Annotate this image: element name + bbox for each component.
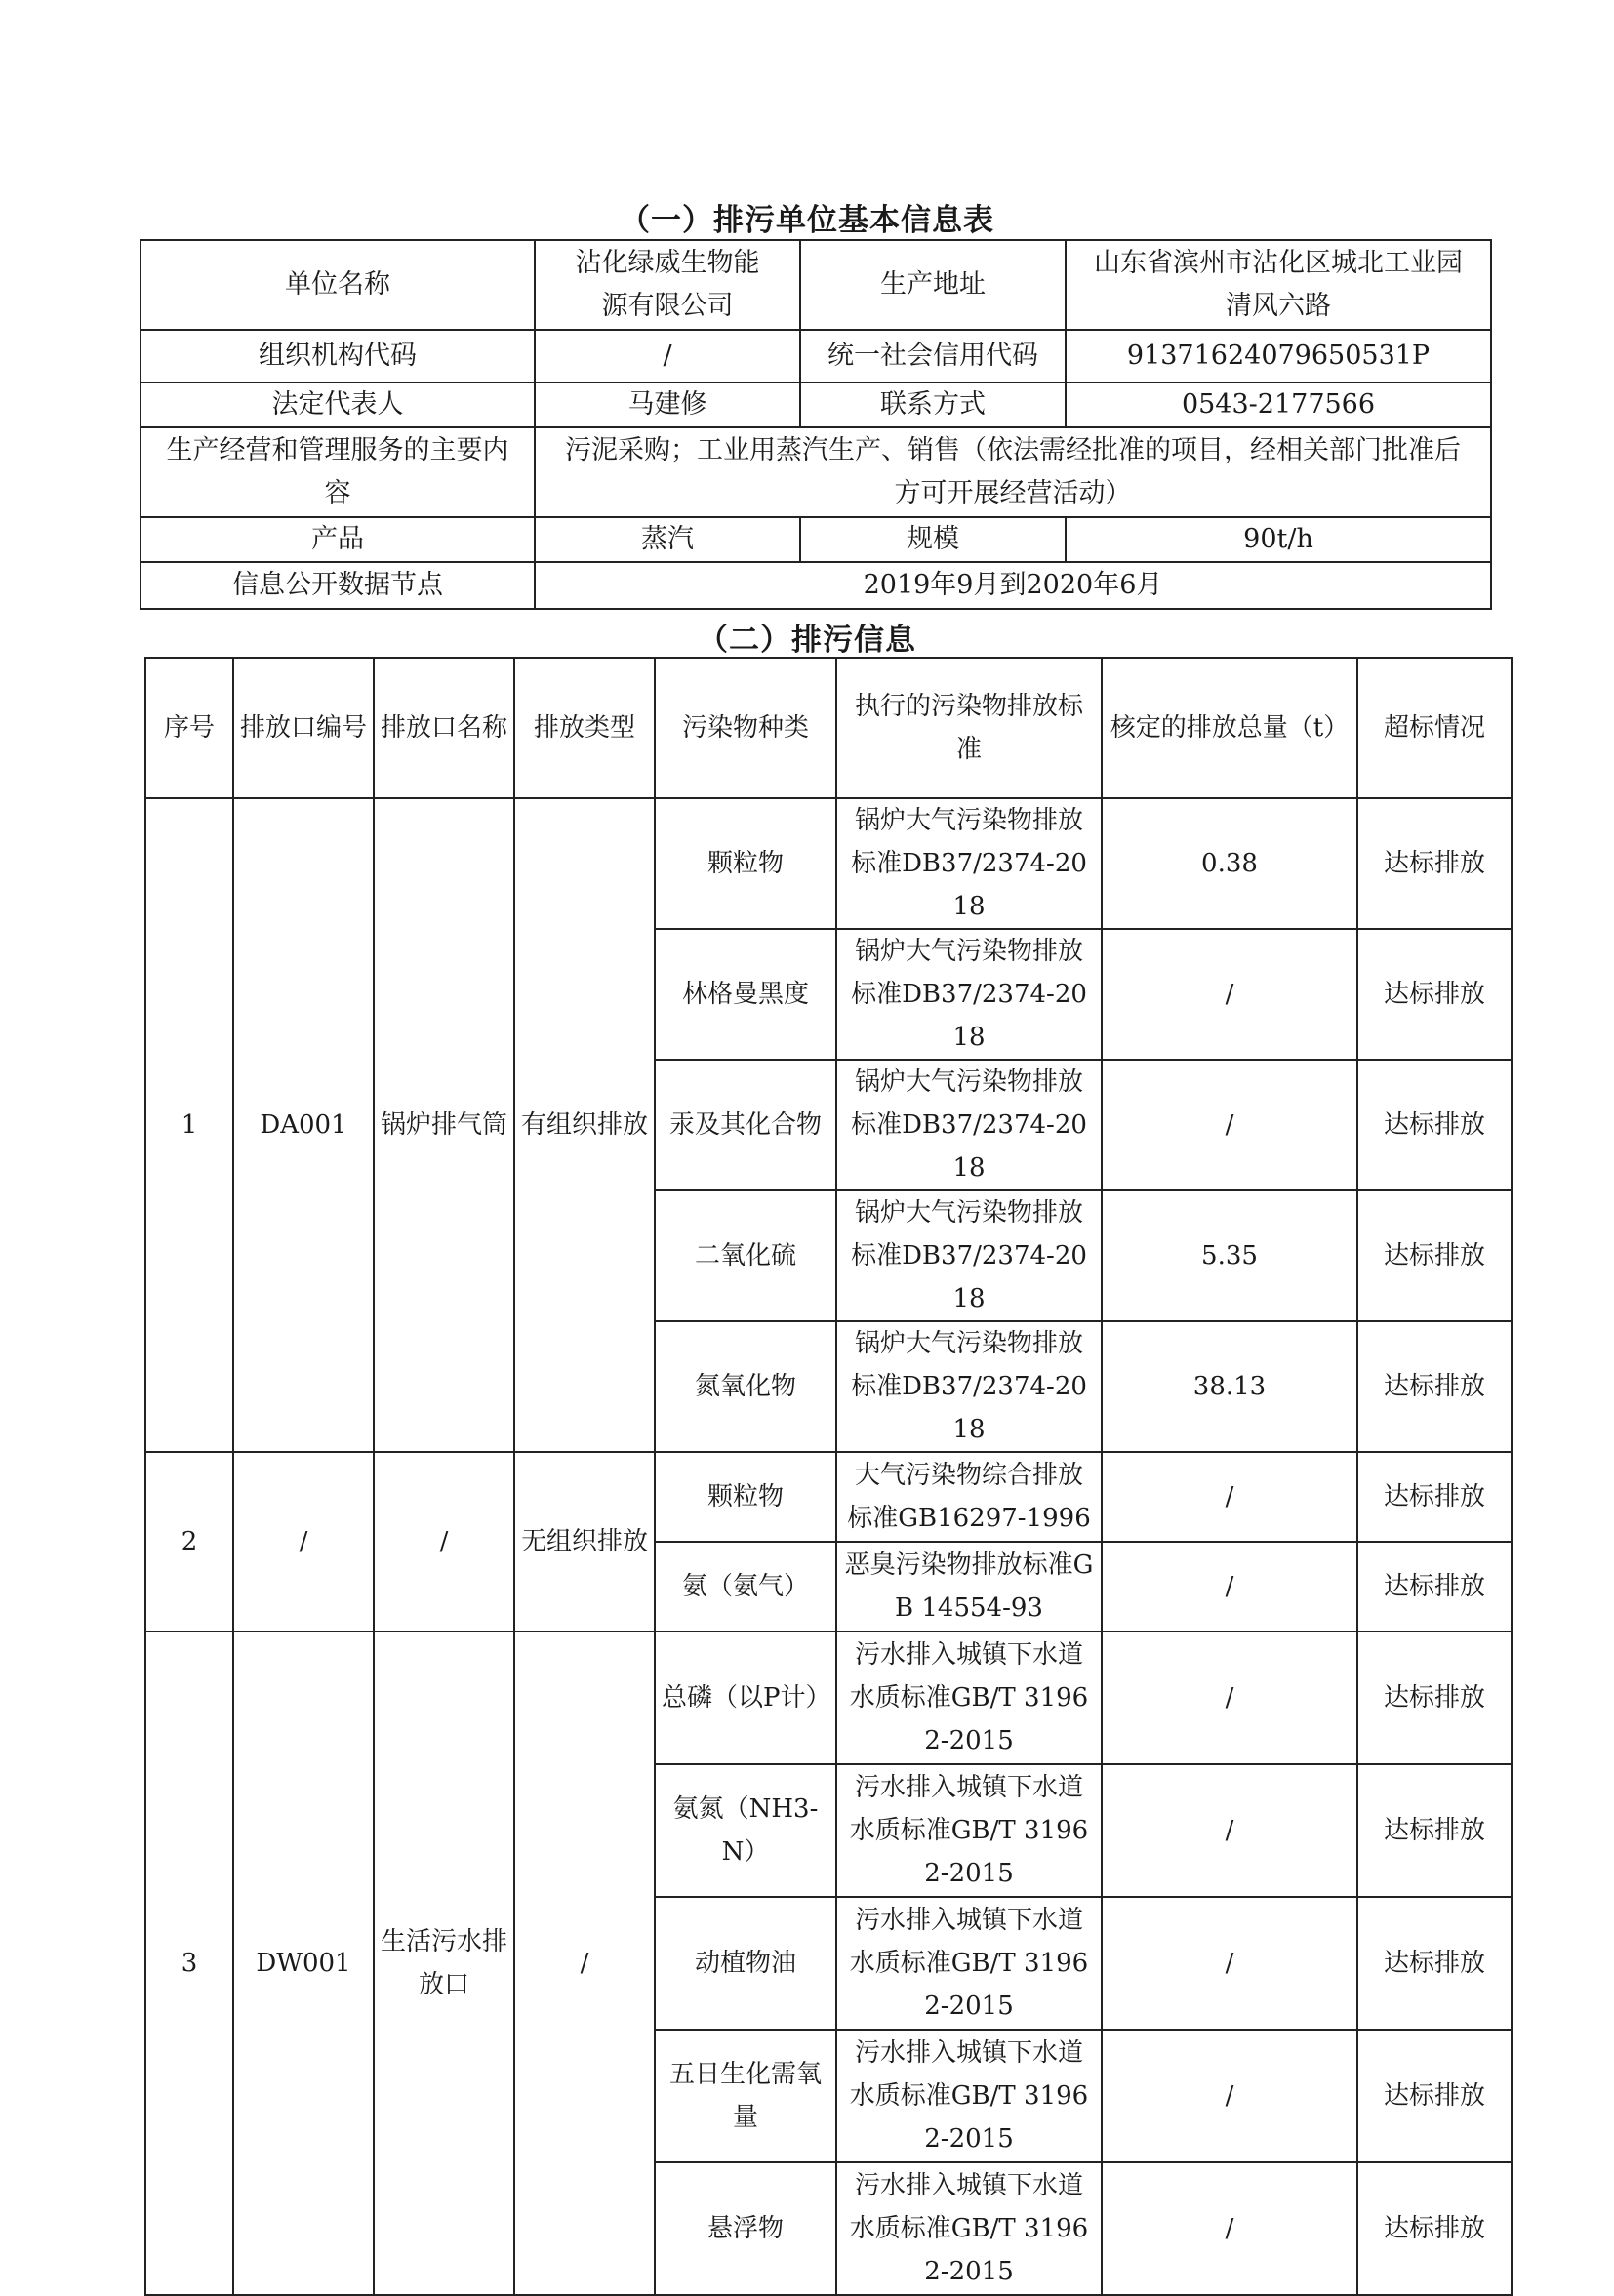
pollutant-cell: 氨（氨气） xyxy=(655,1542,836,1631)
pollutant-cell: 汞及其化合物 xyxy=(655,1060,836,1190)
product-value: 蒸汽 xyxy=(535,517,800,562)
group-emission-type: 有组织排放 xyxy=(514,798,655,1452)
status-cell: 达标排放 xyxy=(1357,798,1512,929)
scale-value: 90t/h xyxy=(1066,517,1491,562)
period-label: 信息公开数据节点 xyxy=(141,562,535,609)
total-cell: / xyxy=(1102,2030,1357,2162)
group-emission-type: / xyxy=(514,1631,655,2295)
contact-value: 0543-2177566 xyxy=(1066,383,1491,427)
pollutant-cell: 动植物油 xyxy=(655,1897,836,2030)
header-no: 序号 xyxy=(145,658,233,798)
total-cell: 0.38 xyxy=(1102,798,1357,929)
address-label: 生产地址 xyxy=(800,240,1066,330)
pollutant-cell: 氮氧化物 xyxy=(655,1321,836,1452)
pollutant-cell: 林格曼黑度 xyxy=(655,929,836,1060)
status-cell: 达标排放 xyxy=(1357,929,1512,1060)
section2-title: （二）排污信息 xyxy=(698,623,916,658)
legal-rep-value: 马建修 xyxy=(535,383,800,427)
pollutant-cell: 氨氮（NH3-N） xyxy=(655,1764,836,1897)
status-cell: 达标排放 xyxy=(1357,1060,1512,1190)
unit-name-value: 沾化绿威生物能源有限公司 xyxy=(535,240,800,330)
group-outlet-code: / xyxy=(233,1452,374,1631)
total-cell: / xyxy=(1102,1060,1357,1190)
group-emission-type: 无组织排放 xyxy=(514,1452,655,1631)
pollutant-cell: 五日生化需氧量 xyxy=(655,2030,836,2162)
standard-cell: 污水排入城镇下水道水质标准GB/T 31962-2015 xyxy=(836,1897,1102,2030)
emission-table xyxy=(144,657,1513,2296)
standard-cell: 锅炉大气污染物排放标准DB37/2374-2018 xyxy=(836,798,1102,929)
group-outlet-code: DA001 xyxy=(233,798,374,1452)
pollutant-cell: 悬浮物 xyxy=(655,2162,836,2295)
standard-cell: 大气污染物综合排放标准GB16297-1996 xyxy=(836,1452,1102,1542)
standard-cell: 锅炉大气污染物排放标准DB37/2374-2018 xyxy=(836,1321,1102,1452)
status-cell: 达标排放 xyxy=(1357,1631,1512,1764)
header-standard: 执行的污染物排放标准 xyxy=(836,658,1102,798)
standard-cell: 锅炉大气污染物排放标准DB37/2374-2018 xyxy=(836,929,1102,1060)
total-cell: / xyxy=(1102,929,1357,1060)
group-outlet-code: DW001 xyxy=(233,1631,374,2295)
header-emission-type: 排放类型 xyxy=(514,658,655,798)
total-cell: / xyxy=(1102,1897,1357,2030)
status-cell: 达标排放 xyxy=(1357,2162,1512,2295)
group-no: 3 xyxy=(145,1631,233,2295)
pollutant-cell: 颗粒物 xyxy=(655,1452,836,1542)
total-cell: / xyxy=(1102,2162,1357,2295)
period-value: 2019年9月到2020年6月 xyxy=(535,562,1491,609)
legal-rep-label: 法定代表人 xyxy=(141,383,535,427)
org-code-value: / xyxy=(535,330,800,383)
address-value: 山东省滨州市沾化区城北工业园清风六路 xyxy=(1066,240,1491,330)
group-no: 2 xyxy=(145,1452,233,1631)
standard-cell: 锅炉大气污染物排放标准DB37/2374-2018 xyxy=(836,1060,1102,1190)
business-label: 生产经营和管理服务的主要内容 xyxy=(141,427,535,517)
status-cell: 达标排放 xyxy=(1357,1321,1512,1452)
product-label: 产品 xyxy=(141,517,535,562)
scale-label: 规模 xyxy=(800,517,1066,562)
header-status: 超标情况 xyxy=(1357,658,1512,798)
business-value: 污泥采购；工业用蒸汽生产、销售（依法需经批准的项目，经相关部门批准后方可开展经营活动） xyxy=(535,427,1491,517)
header-pollutant: 污染物种类 xyxy=(655,658,836,798)
status-cell: 达标排放 xyxy=(1357,1764,1512,1897)
total-cell: 38.13 xyxy=(1102,1321,1357,1452)
pollutant-cell: 总磷（以P计） xyxy=(655,1631,836,1764)
total-cell: / xyxy=(1102,1542,1357,1631)
contact-label: 联系方式 xyxy=(800,383,1066,427)
total-cell: / xyxy=(1102,1631,1357,1764)
header-outlet-code: 排放口编号 xyxy=(233,658,374,798)
total-cell: / xyxy=(1102,1452,1357,1542)
standard-cell: 污水排入城镇下水道水质标准GB/T 31962-2015 xyxy=(836,1764,1102,1897)
basic-info-table xyxy=(140,239,1492,610)
header-total: 核定的排放总量（t） xyxy=(1102,658,1357,798)
total-cell: / xyxy=(1102,1764,1357,1897)
standard-cell: 污水排入城镇下水道水质标准GB/T 31962-2015 xyxy=(836,2162,1102,2295)
header-outlet-name: 排放口名称 xyxy=(374,658,514,798)
standard-cell: 恶臭污染物排放标准GB 14554-93 xyxy=(836,1542,1102,1631)
status-cell: 达标排放 xyxy=(1357,1452,1512,1542)
group-no: 1 xyxy=(145,798,233,1452)
section1-title: （一）排污单位基本信息表 xyxy=(620,203,994,238)
status-cell: 达标排放 xyxy=(1357,1542,1512,1631)
pollutant-cell: 颗粒物 xyxy=(655,798,836,929)
group-outlet-name: 锅炉排气筒 xyxy=(374,798,514,1452)
group-outlet-name: / xyxy=(374,1452,514,1631)
standard-cell: 锅炉大气污染物排放标准DB37/2374-2018 xyxy=(836,1190,1102,1321)
credit-code-label: 统一社会信用代码 xyxy=(800,330,1066,383)
standard-cell: 污水排入城镇下水道水质标准GB/T 31962-2015 xyxy=(836,1631,1102,1764)
status-cell: 达标排放 xyxy=(1357,1190,1512,1321)
pollutant-cell: 二氧化硫 xyxy=(655,1190,836,1321)
group-outlet-name: 生活污水排放口 xyxy=(374,1631,514,2295)
status-cell: 达标排放 xyxy=(1357,1897,1512,2030)
unit-name-label: 单位名称 xyxy=(141,240,535,330)
total-cell: 5.35 xyxy=(1102,1190,1357,1321)
org-code-label: 组织机构代码 xyxy=(141,330,535,383)
credit-code-value: 91371624079650531P xyxy=(1066,330,1491,383)
standard-cell: 污水排入城镇下水道水质标准GB/T 31962-2015 xyxy=(836,2030,1102,2162)
status-cell: 达标排放 xyxy=(1357,2030,1512,2162)
